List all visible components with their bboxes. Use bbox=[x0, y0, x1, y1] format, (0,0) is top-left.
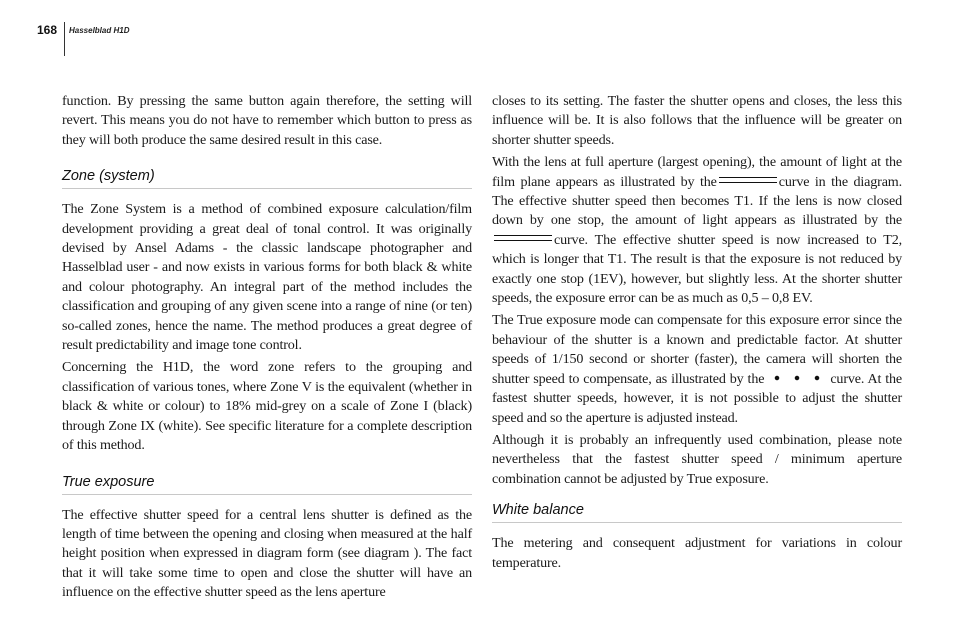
left-column bbox=[62, 92, 472, 606]
text-segment: curve in the diagram. The effective shutter speed then becomes T1. If the lens is now closed down by one stop, the amount of light appears as illustrated by the bbox=[492, 173, 902, 229]
text-segment: With the lens at full aperture (largest opening), the amount of light at the film plane appears as illustrated by the bbox=[492, 154, 902, 190]
text-segment: The True exposure mode can compensate for this exposure error since the behaviour of the shutter is a known and predictable factor. At shutter speeds of 1/150 second or shorter (faster), the camera will shorten the shutter speed to compensate, as illustrated by the bbox=[492, 312, 902, 387]
solid-curve-legend-icon bbox=[719, 177, 777, 183]
paragraph-continuation: function. By pressing the same button again therefore, the setting will revert. This means you do not have to remember which button to press as they will both produce the same desired result in this case. bbox=[62, 93, 472, 148]
page-number: 168 bbox=[37, 23, 58, 37]
section-heading-white-balance: White balance bbox=[492, 501, 902, 523]
right-column bbox=[492, 92, 902, 576]
document-title: Hasselblad H1D bbox=[69, 26, 130, 35]
paragraph-zone-2: Concerning the H1D, the word zone refers to the grouping and classification of various tones, where Zone V is the equivalent (whether in black & white or colour) to 18% mid-grey on a scale of Zone I (black) through Zone IX (white). See specific literature for a complete description of this method. bbox=[62, 359, 472, 454]
text-segment: curve. The effective shutter speed is now increased to T2, which is longer that T1. The result is that the exposure is not reduced by exactly one stop (1EV), however, but slightly less. At the shorter shutter speeds, the exposure error can be as much as 0,5 – 0,8 EV. bbox=[492, 231, 902, 307]
paragraph-shutter-influence: closes to its setting. The faster the shutter opens and closes, the less this influence will be. It is also follows that the influence will be greater on shorter shutter speeds. bbox=[492, 93, 902, 148]
header-divider bbox=[64, 22, 65, 56]
paragraph-true-exposure-1: The effective shutter speed for a central lens shutter is defined as the length of time between the opening and closing when measured at the half height position when expressed in diagram form (see diagram ). The fact that it will take some time to open and close the shutter will have an influence on the effective shutter speed as the lens aperture bbox=[62, 506, 472, 601]
paragraph-full-aperture bbox=[492, 153, 902, 308]
section-heading-true-exposure: True exposure bbox=[62, 473, 472, 495]
paragraph-zone-1: The Zone System is a method of combined exposure calculation/film development providing a great deal of tonal control. It was originally devised by Ansel Adams - the classic landscape photographer and Hasselblad user - and now exists in various forms for both black & white and colour photography. An integral part of the method includes the classification and grouping of any given scene into a range of nine (or ten) so-called zones, hence the name. The method produces a great degree of result predictability and image tone control. bbox=[62, 201, 472, 354]
dotted-curve-legend-icon bbox=[765, 375, 829, 381]
solid-curve-legend-icon bbox=[494, 235, 552, 241]
paragraph-white-balance: The metering and consequent adjustment for variations in colour temperature. bbox=[492, 535, 902, 571]
paragraph-fastest-combination: Although it is probably an infrequently used combination, please note nevertheless that the fastest shutter speed / minimum aperture combination cannot be adjusted by True exposure. bbox=[492, 431, 902, 487]
paragraph-true-exposure-mode bbox=[492, 311, 902, 427]
section-heading-zone-system: Zone (system) bbox=[62, 167, 472, 189]
text-segment: curve. At the fastest shutter speeds, however, it is not possible to adjust the shutter speed and so the aperture is adjusted instead. bbox=[492, 370, 903, 426]
